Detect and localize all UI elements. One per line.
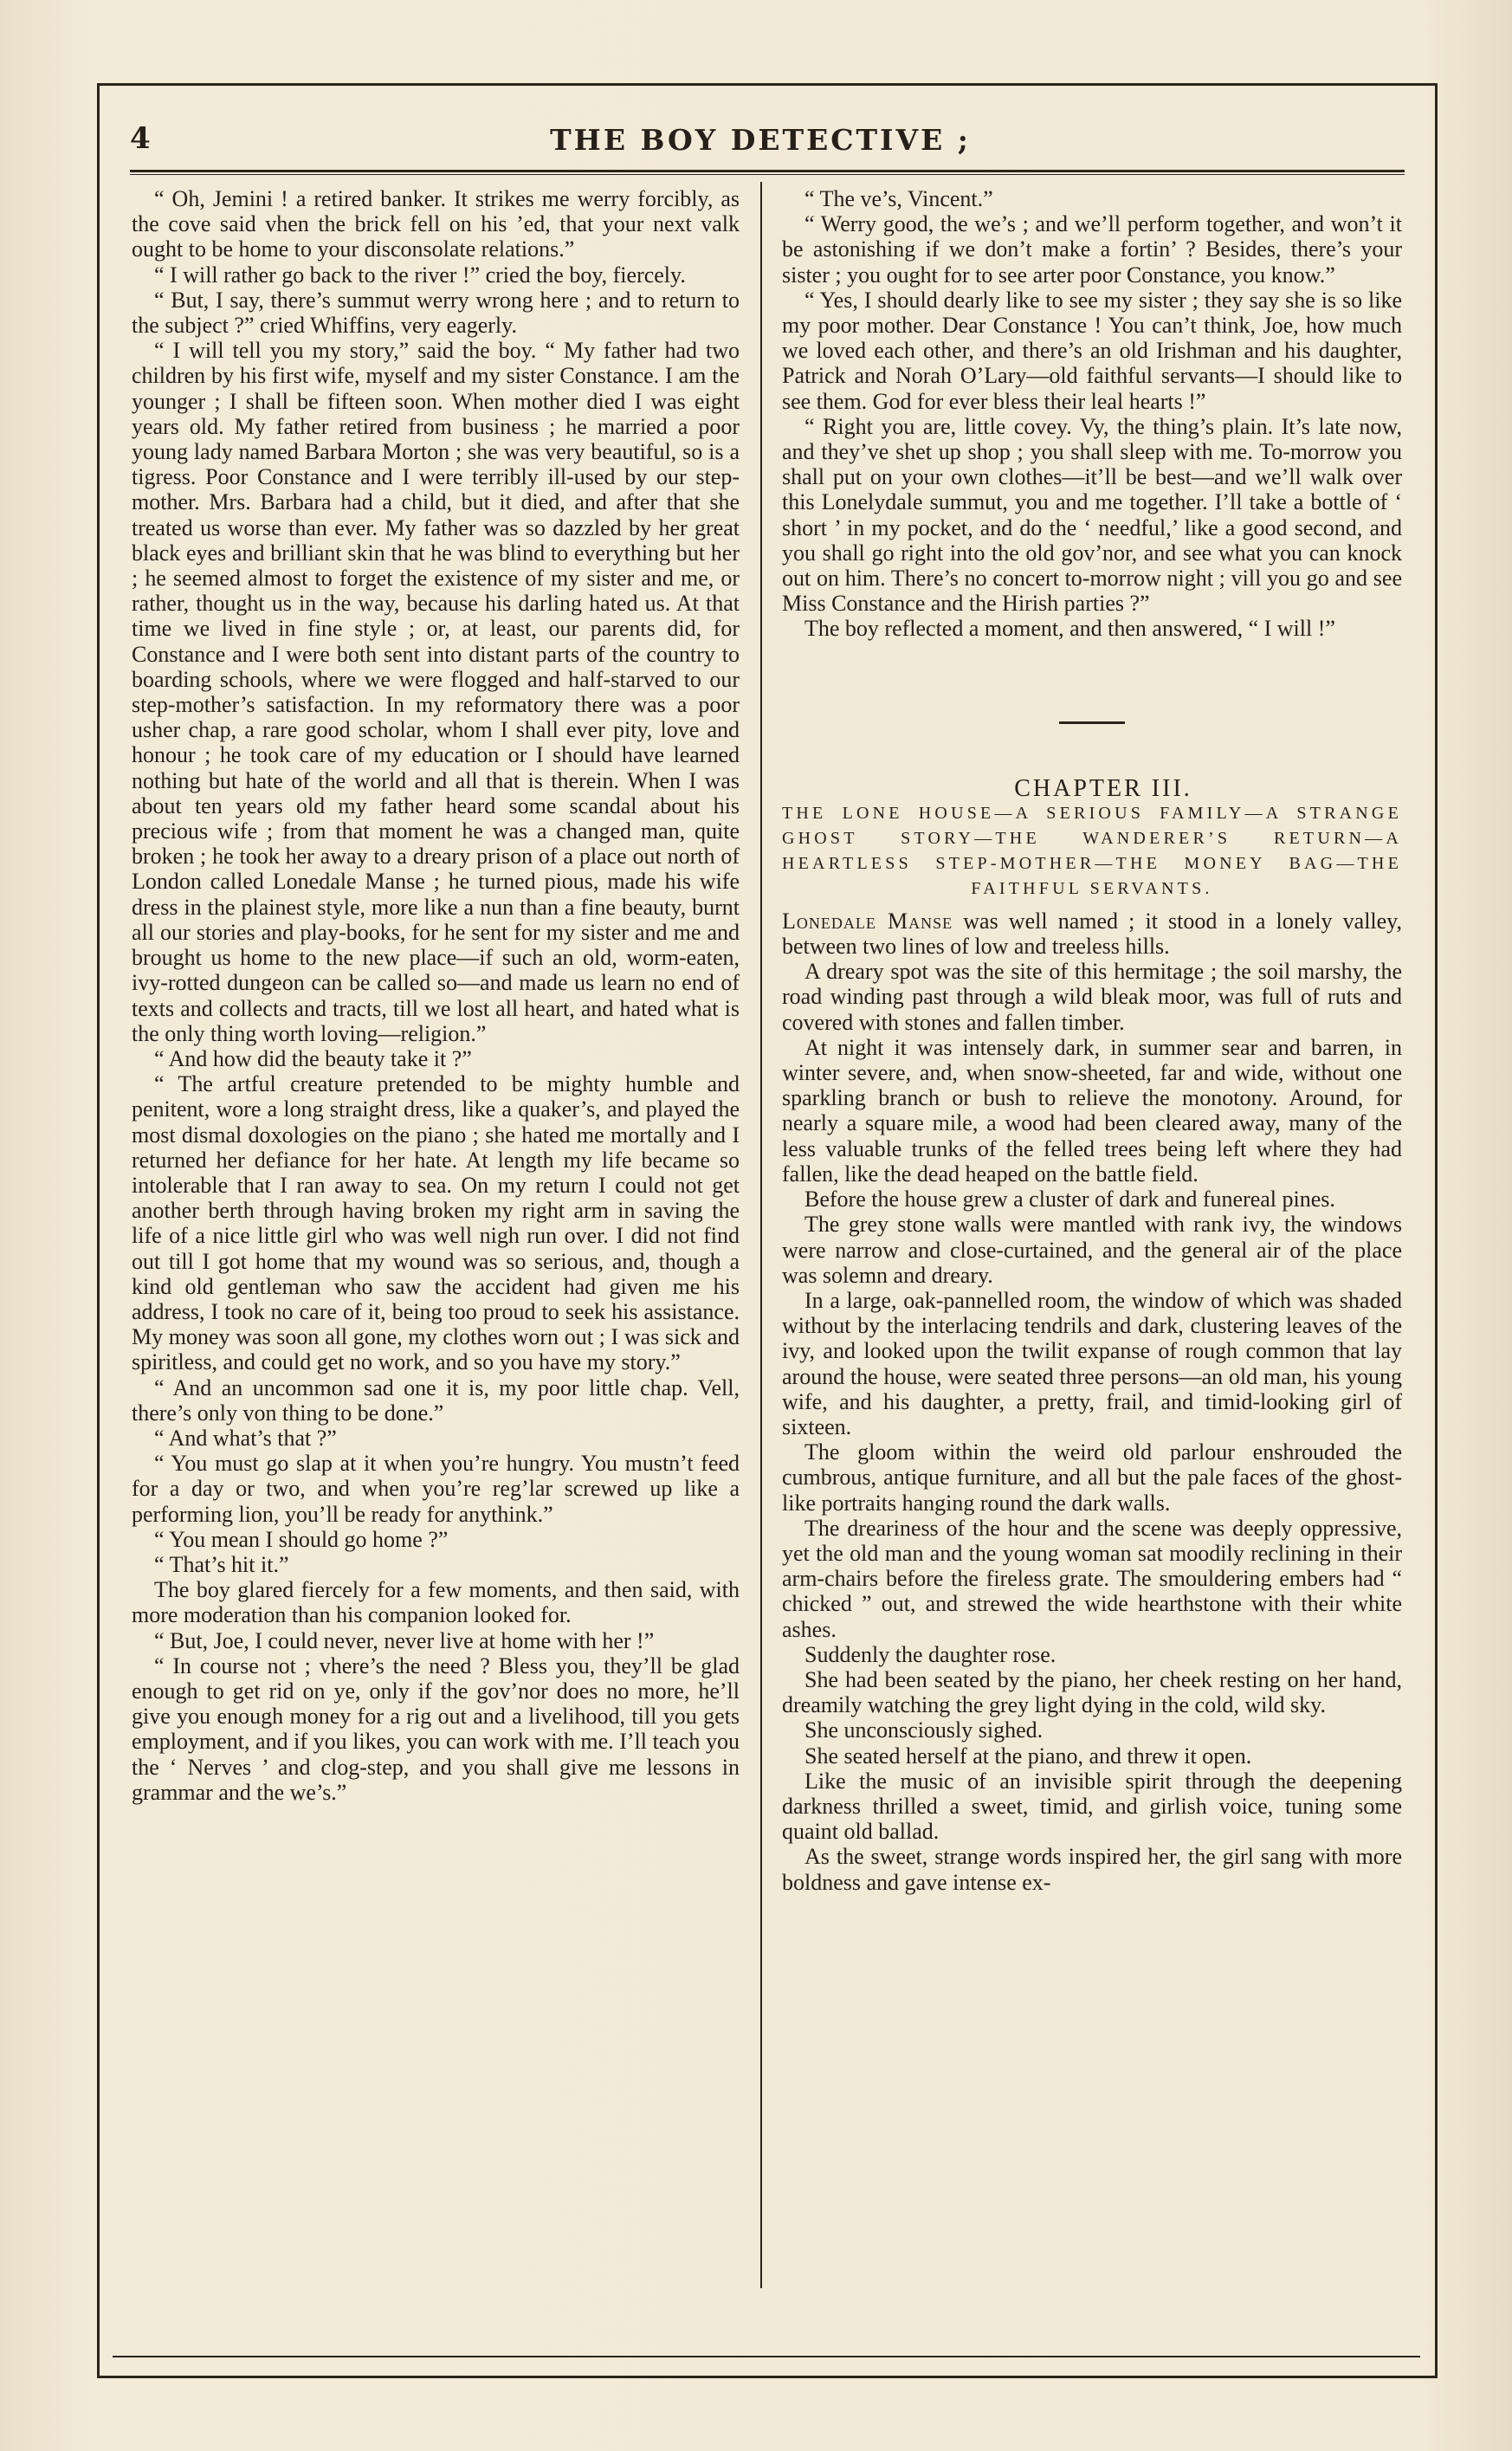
paragraph: “ I will rather go back to the river !” cried the boy, fiercely. xyxy=(154,262,686,288)
paragraph: “ Right you are, little covey. Vy, the thing’s plain. It’s late now, and they’ve shet up shop ; you shall sleep with me. To-morrow you shall put on your own clothes—it’ll be best—and we’ll walk over this Lonelydale summut, you and me together. I’ll take a bottle of ‘ short ’ in my pocket, and do the ‘ needful,’ like a good second, and you shall go right into the old gov’nor, and see what you can knock out on him. There’s no concert to-morrow night ; vill you go and see Miss Constance and the Hirish parties ?” xyxy=(782,413,1402,617)
paragraph: At night it was intensely dark, in summer sear and barren, in winter severe, and, when snow-sheeted, far and wide, without one sparkling branch or bush to relieve the monotony. Around, for nearly a square mile, a wood had been cleared away, many of the less valuable trunks of the felled trees being left where they had fallen, like the dead heaped on the battle field. xyxy=(782,1034,1402,1187)
paragraph: She unconsciously sighed. xyxy=(804,1717,1044,1743)
page-border-top xyxy=(97,83,1438,86)
paragraph: “ Yes, I should dearly like to see my sister ; they say she is so like my poor mother. Dear Constance ! You can’t think, Joe, how much we loved each other, and there’s an old Irishman and his daughter, Patrick and Norah O’Lary—old faithful servants—I should like to see them. God for ever bless their leal hearts !” xyxy=(782,287,1402,414)
paragraph: “ And how did the beauty take it ?” xyxy=(154,1045,472,1071)
paragraph: The dreariness of the hour and the scene was deeply oppressive, yet the old man and the young woman sat moodily reclining in their arm-chairs before the fireless grate. The smouldering embers had “ chicked ” out, and strewed the wide hearthstone with their white ashes. xyxy=(782,1515,1402,1642)
paragraph: “ The artful creature pretended to be mighty humble and penitent, wore a long straight dress, like a quaker’s, and played the most dismal doxologies on the piano ; she hated me mortally and I returned her defiance for her hate. At length my life became so intolerable that I ran away to sea. On my return I could not get another berth through having broken my right arm in saving the life of a nice little girl who was well nigh run over. I did not find out till I got home that my wound was so serious, and, though a kind old gentleman who saw the accident had given me his address, I took no care of it, being too proud to seek his assistance. My money was soon all gone, my clothes worn out ; I was sick and spiritless, and could get no work, and so you have my story.” xyxy=(132,1071,740,1375)
footer-rule xyxy=(113,2356,1420,2357)
left-column xyxy=(132,186,740,1805)
paragraph: The grey stone walls were mantled with rank ivy, the windows were narrow and close-curtained, and the general air of the place was solemn and dreary. xyxy=(782,1212,1402,1288)
paragraph: “ And an uncommon sad one it is, my poor little chap. Vell, there’s only von thing to be done.” xyxy=(132,1374,740,1426)
chapter-opening-paragraph xyxy=(782,909,1402,959)
paragraph: A dreary spot was the site of this hermitage ; the soil marshy, the road winding past through a wild bleak moor, was full of ruts and covered with stones and fallen timber. xyxy=(782,959,1402,1035)
paragraph: The boy glared fiercely for a few moments, and then said, with more moderation than his companion looked for. xyxy=(132,1577,740,1628)
paragraph: “ That’s hit it.” xyxy=(154,1551,289,1577)
paragraph: The gloom within the weird old parlour enshrouded the cumbrous, antique furniture, and all but the pale faces of the ghost-like portraits hanging round the dark walls. xyxy=(782,1439,1402,1516)
page-border-bottom xyxy=(97,2376,1438,2378)
paragraph: “ You mean I should go home ?” xyxy=(154,1526,449,1552)
paragraph: “ Werry good, the we’s ; and we’ll perform together, and won’t it be astonishing if we don’t make a fortin’ ? Besides, there’s your sister ; you ought for to see arter poor Constance, you know.” xyxy=(782,211,1402,288)
header-rule-thin xyxy=(130,174,1405,175)
paragraph: “ Oh, Jemini ! a retired banker. It strikes me werry forcibly, as the cove said vhen the brick fell on his ’ed, that your next valk ought to be home to your disconsolate relations.” xyxy=(132,186,740,262)
chapter-title: CHAPTER III. xyxy=(1014,774,1192,802)
page-number: 4 xyxy=(130,121,152,156)
right-column xyxy=(782,186,1402,1895)
paragraph: In a large, oak-pannelled room, the window of which was shaded without by the interlacing tendrils and dark, clustering leaves of the ivy, and looked upon the twilit expanse of rough common that lay around the house, were seated three persons—an old man, his young wife, and his daughter, a pretty, frail, and timid-looking girl of sixteen. xyxy=(782,1287,1402,1439)
paragraph: “ In course not ; vhere’s the need ? Bless you, they’ll be glad enough to get rid on ye, only if the gov’nor does no more, he’ll give you enough money for a rig out and a livelihood, till you gets employment, and if you likes, you can work with me. I’ll teach you the ‘ Nerves ’ and clog-step, and you shall give me lessons in grammar and the we’s.” xyxy=(132,1652,740,1805)
column-divider xyxy=(760,182,762,2288)
header-rule xyxy=(130,170,1405,172)
paragraph: Like the music of an invisible spirit through the deepening darkness thrilled a sweet, timid, and girlish voice, tuning some quaint old ballad. xyxy=(782,1768,1402,1845)
section-divider xyxy=(1059,721,1125,724)
running-title: THE BOY DETECTIVE ; xyxy=(550,123,971,157)
paragraph: The boy reflected a moment, and then answered, “ I will !” xyxy=(804,616,1335,642)
page-border-right xyxy=(1435,83,1438,2378)
section-gap xyxy=(782,642,1402,721)
paragraph: “ But, Joe, I could never, never live at home with her !” xyxy=(154,1627,655,1653)
paragraph: “ The ve’s, Vincent.” xyxy=(804,186,993,211)
paragraph: As the sweet, strange words inspired her, the girl sang with more boldness and gave intense ex- xyxy=(782,1844,1402,1895)
paragraph: “ But, I say, there’s summut werry wrong here ; and to return to the subject ?” cried Whiffins, very eagerly. xyxy=(132,287,740,339)
page-header xyxy=(128,121,1392,163)
paragraph: Before the house grew a cluster of dark and funereal pines. xyxy=(804,1187,1335,1213)
opening-small-caps: Lonedale Manse xyxy=(782,908,953,934)
paragraph: She seated herself at the piano, and threw it open. xyxy=(804,1743,1252,1769)
paragraph: “ You must go slap at it when you’re hungry. You mustn’t feed for a day or two, and when you’re reg’lar screwed up like a performing lion, you’ll be ready for anythink.” xyxy=(132,1451,740,1527)
paragraph: “ And what’s that ?” xyxy=(154,1425,337,1451)
paragraph: Suddenly the daughter rose. xyxy=(804,1641,1056,1667)
paragraph: “ I will tell you my story,” said the boy. “ My father had two children by his first wife, myself and my sister Constance. I am the younger ; I shall be fifteen soon. When mother died I was eight years old. My father retired from business ; he married a poor young lady named Barbara Morton ; she was very beautiful, so is a tigress. Poor Constance and I were terribly ill-used by our step-mother. Mrs. Barbara had a child, but it died, and after that she treated us worse than ever. My father was so dazzled by her great black eyes and brilliant skin that he was blind to everything but her ; he seemed almost to forget the existence of my sister and me, or rather, thought us in the way, because his darling hated us. At that time we lived in fine style ; or, at least, our parents did, for Constance and I were both sent into distant parts of the country to boarding schools, where we were flogged and half-starved to our step-mother’s satisfaction. In my reformatory there was a poor usher chap, a rare good scholar, whom I shall ever pity, love and honour ; he took care of my education or I should have learned nothing but hate of the world and all that is therein. When I was about ten years old my father heard some scandal about his precious wife ; from that moment he was a changed man, quite broken ; he took her away to a dreary prison of a place out north of London called Lonedale Manse ; he turned pious, made his wife dress in the plainest style, more like a nun than a fine beauty, burnt all our stories and play-books, for he sent for my sister and me and brought us home to the new place—if such an old, worm-eaten, ivy-rotted dungeon can be called so—and made us learn no end of texts and collects and tracts, till we lost all heart, and hated what is the only thing worth loving—religion.” xyxy=(132,338,740,1046)
paragraph: She had been seated by the piano, her cheek resting on her hand, dreamily watching the grey light dying in the cold, wild sky. xyxy=(782,1666,1402,1718)
chapter-synopsis: THE LONE HOUSE—A SERIOUS FAMILY—A STRANGE GHOST STORY—THE WANDERER’S RETURN—A HEARTLESS STEP-MOTHER—THE MONEY BAG—THE FAITHFUL SERVANTS. xyxy=(782,803,1402,898)
page-border-left xyxy=(97,83,100,2378)
opening-rest: was well named ; it stood in a lonely valley, between two lines of low and treeless hills. xyxy=(782,908,1402,960)
chapter-heading-block xyxy=(782,776,1402,902)
